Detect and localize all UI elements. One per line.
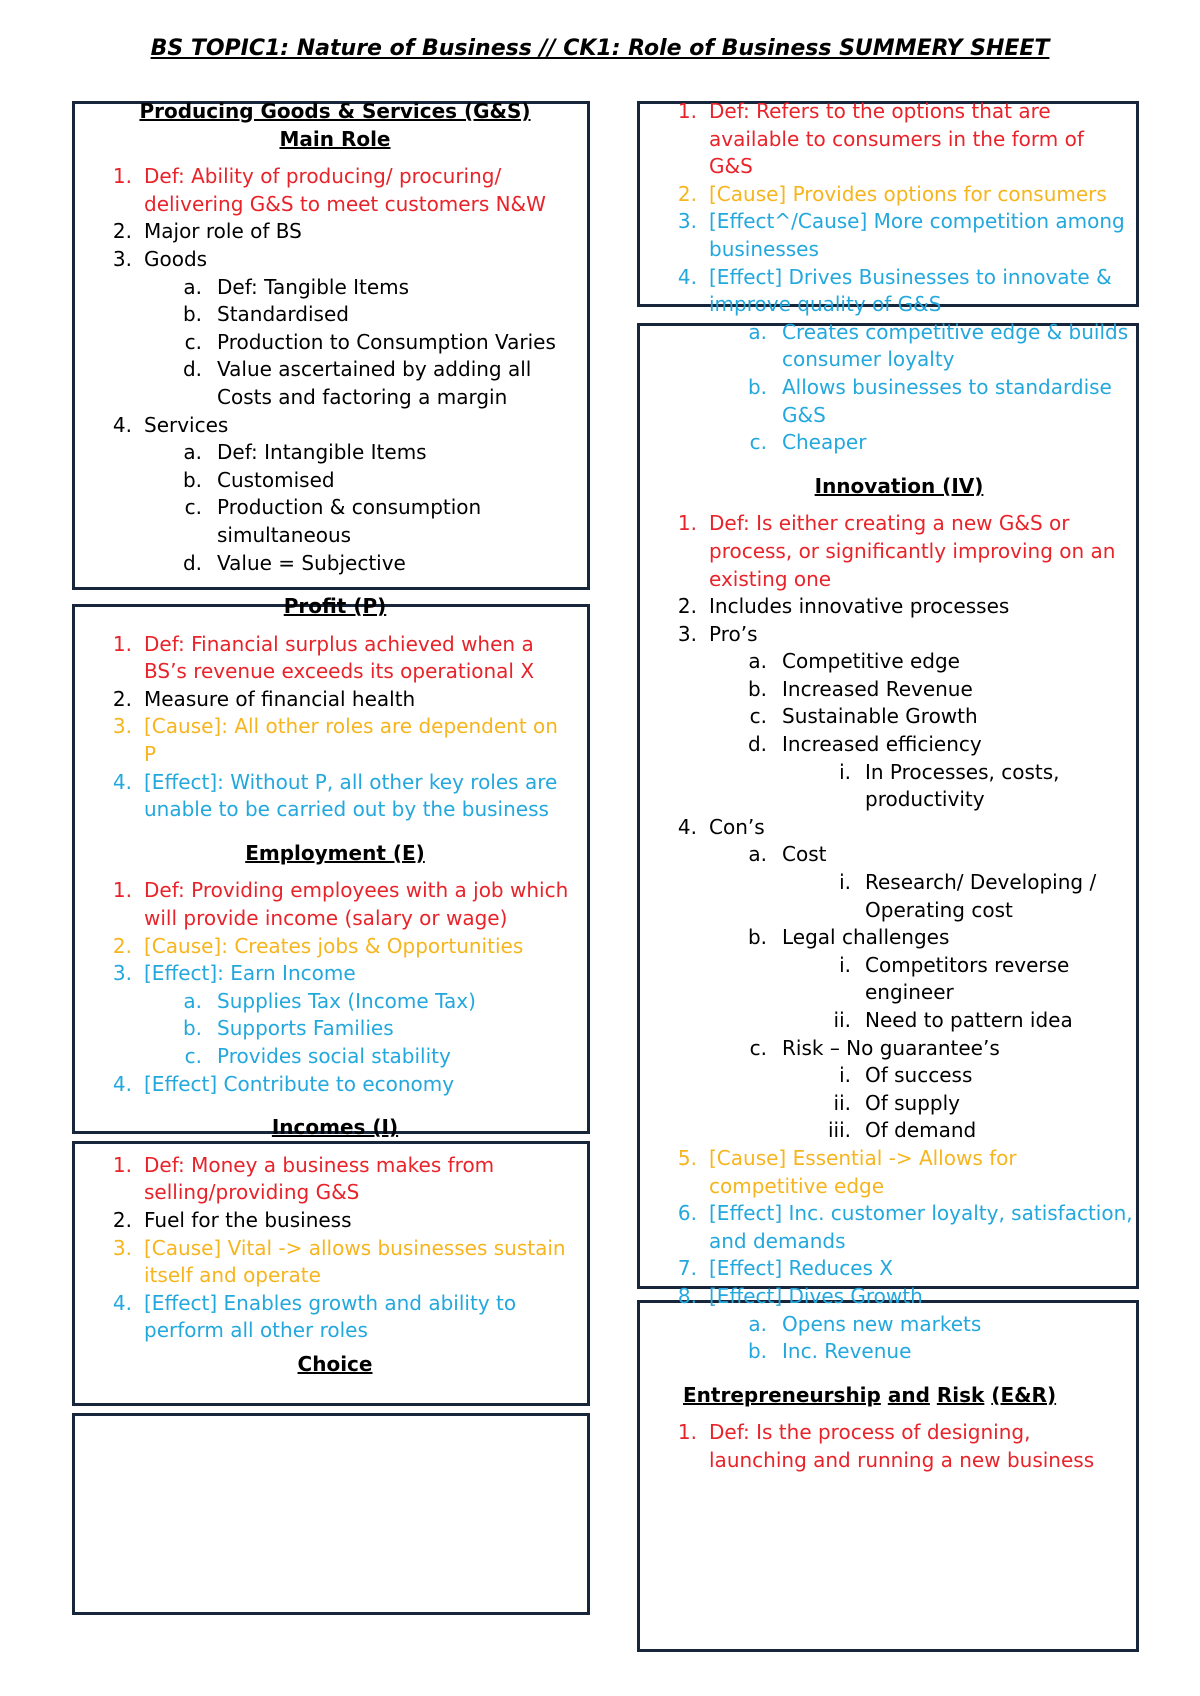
list-item: 1. Def: Is either creating a new G&S or process, or significantly improving on an existing one bbox=[677, 511, 1116, 591]
list-item: 2. Fuel for the business bbox=[112, 1207, 352, 1232]
list-item: a. Creates competitive edge & builds consumer loyalty bbox=[748, 319, 1129, 372]
list-item: b. Standardised bbox=[182, 302, 349, 327]
list-item: b. Allows businesses to standardise G&S bbox=[747, 374, 1112, 427]
right-column bbox=[665, 98, 1133, 1475]
list-item: 1. Def: Is the process of designing, launching and running a new business bbox=[677, 1420, 1095, 1472]
choice-heading: Choice bbox=[297, 1351, 373, 1376]
incomes-heading: Incomes (I) bbox=[271, 1115, 399, 1140]
page-title: BS TOPIC1: Nature of Business // CK1: Role of Business SUMMERY SHEET bbox=[150, 36, 1050, 61]
list-item: 3. [Effect]: Earn Income bbox=[112, 961, 356, 986]
list-item: 1. Def: Ability of producing/ procuring/ delivering G&S to meet customers N&W bbox=[112, 164, 546, 216]
gs-heading: Producing Goods & Services (G&S) bbox=[139, 99, 531, 123]
list-item: b. Increased Revenue bbox=[747, 676, 973, 701]
list-item: 3. [Cause]: All other roles are dependent on P bbox=[112, 714, 558, 767]
list-item: 1. Def: Providing employees with a job which will provide income (salary or wage) bbox=[112, 878, 569, 931]
list-item: b. Inc. Revenue bbox=[747, 1339, 912, 1364]
profit-heading: Profit (P) bbox=[283, 594, 387, 619]
left-column bbox=[100, 98, 570, 1379]
list-item: 3. [Cause] Vital -> allows businesses sustain itself and operate bbox=[112, 1235, 566, 1288]
list-item: i. In Processes, costs, productivity bbox=[839, 759, 1060, 812]
list-item: 3. [Effect^/Cause] More competition among businesses bbox=[677, 209, 1125, 261]
list-item: 1. Def: Money a business makes from selling/providing G&S bbox=[112, 1152, 495, 1205]
employment-heading: Employment (E) bbox=[245, 840, 425, 865]
list-item: 4. [Effect] Contribute to economy bbox=[112, 1071, 455, 1096]
list-item: a. Def: Tangible Items bbox=[183, 274, 410, 299]
er-heading: Entrepreneurship and Risk (E&R) bbox=[683, 1382, 1057, 1407]
list-item: c. Risk – No guarantee’s bbox=[749, 1035, 1000, 1060]
list-item: a. Competitive edge bbox=[748, 649, 960, 674]
list-item: c. Cheaper bbox=[749, 430, 867, 455]
list-item: a. Opens new markets bbox=[748, 1311, 982, 1336]
list-item: 6. [Effect] Inc. customer loyalty, satisfaction, and demands bbox=[677, 1201, 1133, 1253]
list-item: i. Competitors reverse engineer bbox=[839, 952, 1070, 1005]
list-item: 4. [Effect]: Without P, all other key roles are unable to be carried out by the business bbox=[112, 769, 558, 822]
list-item: 1. Def: Refers to the options that are available to consumers in the form of G&S bbox=[677, 99, 1084, 179]
list-item: b. Legal challenges bbox=[747, 925, 950, 950]
list-item: 4. Con’s bbox=[677, 814, 765, 839]
list-item: 2. [Cause]: Creates jobs & Opportunities bbox=[112, 933, 524, 958]
list-item: a. Cost bbox=[748, 842, 827, 867]
list-item: iii. Of demand bbox=[827, 1118, 977, 1143]
list-item: c. Provides social stability bbox=[184, 1044, 451, 1068]
list-item: a. Supplies Tax (Income Tax) bbox=[183, 988, 476, 1013]
list-item: 4. [Effect] Drives Businesses to innovate & improve quality of G&S bbox=[677, 264, 1112, 317]
list-item: d. Value = Subjective bbox=[182, 550, 406, 575]
list-item: 2. Major role of BS bbox=[112, 219, 302, 244]
list-item: c. Production to Consumption Varies bbox=[184, 329, 556, 354]
list-item: 4. Services bbox=[112, 412, 229, 437]
list-item: 3. Goods bbox=[112, 246, 208, 271]
list-item: b. Customised bbox=[182, 467, 335, 492]
innovation-heading: Innovation (IV) bbox=[814, 473, 984, 498]
list-item: 1. Def: Financial surplus achieved when a BS’s revenue exceeds its operational X bbox=[112, 631, 535, 684]
list-item: ii. Need to pattern idea bbox=[833, 1008, 1073, 1032]
list-item: 5. [Cause] Essential -> Allows for competitive edge bbox=[677, 1145, 1017, 1198]
list-item: 2. [Cause] Provides options for consumers bbox=[677, 181, 1107, 206]
list-item: 2. Includes innovative processes bbox=[677, 594, 1010, 619]
main-role-heading: Main Role bbox=[279, 126, 391, 151]
list-item: d. Value ascertained by adding all Costs and factoring a margin bbox=[182, 357, 532, 409]
list-item: ii. Of supply bbox=[833, 1090, 961, 1115]
list-item: b. Supports Families bbox=[182, 1016, 394, 1041]
list-item: 8. [Effect] Dives Growth bbox=[677, 1283, 923, 1308]
list-item: c. Sustainable Growth bbox=[749, 704, 978, 729]
list-item: a. Def: Intangible Items bbox=[183, 440, 427, 465]
list-item: 7. [Effect] Reduces X bbox=[677, 1256, 893, 1281]
list-item: i. Of success bbox=[839, 1063, 973, 1088]
list-item: c. Production & consumption simultaneous bbox=[184, 495, 482, 547]
list-item: 2. Measure of financial health bbox=[112, 686, 416, 711]
box-left-4 bbox=[72, 1413, 590, 1615]
list-item: 4. [Effect] Enables growth and ability to perform all other roles bbox=[112, 1290, 517, 1343]
list-item: 3. Pro’s bbox=[677, 621, 758, 646]
list-item: i. Research/ Developing / Operating cost bbox=[839, 870, 1097, 922]
list-item: d. Increased efficiency bbox=[747, 732, 982, 757]
